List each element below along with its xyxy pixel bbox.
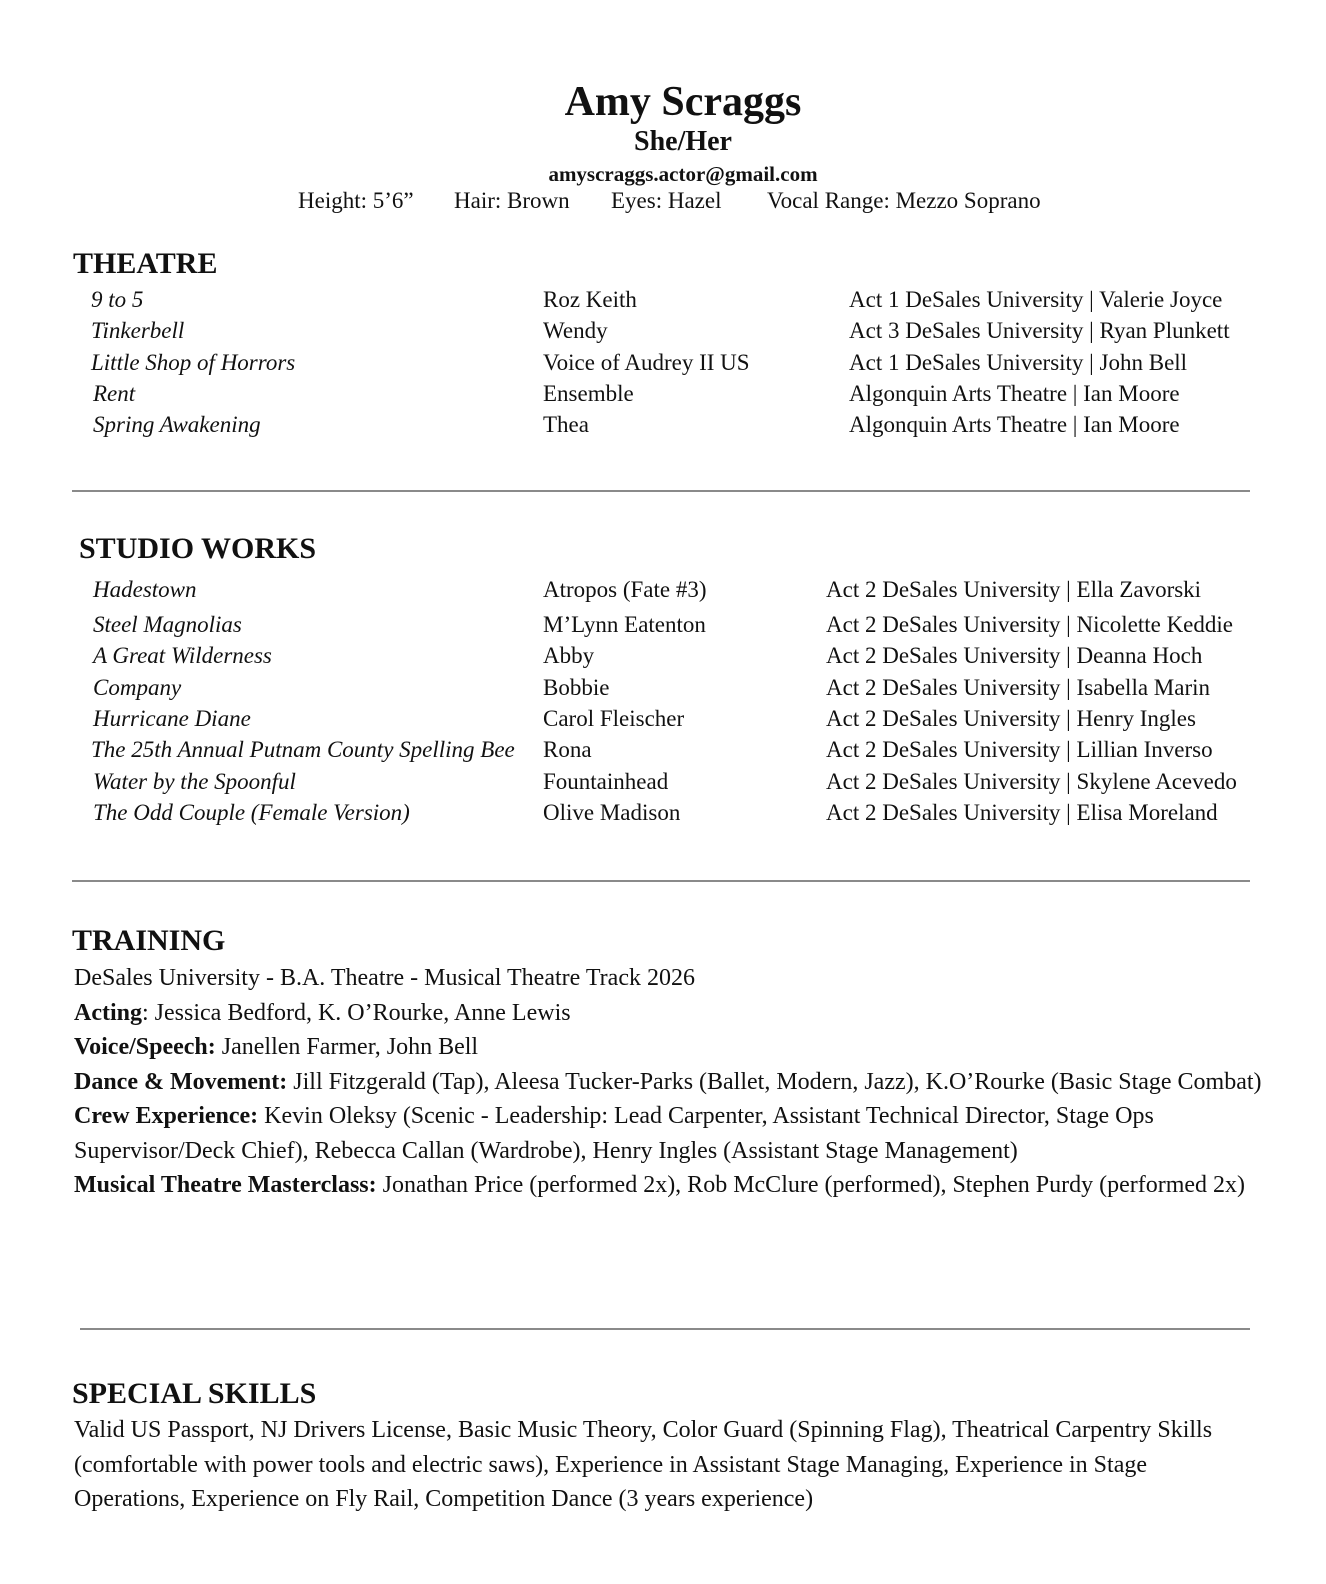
credit-role: Carol Fleischer (543, 706, 685, 731)
training-acting: Acting: Jessica Bedford, K. O’Rourke, Anne Lewis (74, 999, 571, 1026)
credit-title: Hurricane Diane (93, 706, 251, 731)
training-voice-speech (74, 1030, 1264, 1065)
credit-company: Act 2 DeSales University | Lillian Inverso (826, 737, 1213, 762)
training-degree: DeSales University - B.A. Theatre - Musical Theatre Track 2026 (74, 965, 695, 991)
section-divider (72, 880, 1250, 882)
credit-title: Hadestown (93, 577, 197, 602)
section-heading-theatre: THEATRE (73, 247, 218, 280)
credit-role: Voice of Audrey II US (543, 350, 750, 375)
stat-eyes: Eyes: Hazel (611, 188, 722, 213)
training-block (74, 961, 1264, 1203)
email: amyscraggs.actor@gmail.com (548, 162, 818, 186)
credit-company: Act 2 DeSales University | Elisa Moreland (826, 800, 1218, 825)
training-masterclass (74, 1168, 1264, 1203)
section-heading-special-skills: SPECIAL SKILLS (72, 1377, 317, 1410)
credit-title: Tinkerbell (91, 318, 185, 343)
training-label: Crew Experience: (74, 1103, 259, 1129)
section-heading-training: TRAINING (72, 924, 226, 957)
training-label: Acting (74, 999, 142, 1026)
credit-company: Act 2 DeSales University | Ella Zavorski (826, 577, 1202, 602)
credit-role: Roz Keith (543, 287, 637, 312)
stat-hair: Hair: Brown (454, 188, 570, 213)
credit-role: Thea (543, 412, 589, 437)
credit-company: Act 2 DeSales University | Deanna Hoch (826, 643, 1203, 668)
credit-title: The Odd Couple (Female Version) (93, 800, 410, 825)
credit-role: Abby (543, 643, 595, 668)
training-instructors: Jill Fitzgerald (Tap), Aleesa Tucker-Parks (Ballet, Modern, Jazz), K.O’Rourke (Basic Stage Combat) (293, 1068, 1262, 1095)
credit-title: Little Shop of Horrors (91, 350, 296, 375)
credit-title: Water by the Spoonful (93, 769, 296, 794)
training-dance-movement (74, 1065, 1264, 1100)
credit-company: Act 3 DeSales University | Ryan Plunkett (849, 318, 1230, 343)
training-crew-experience (74, 1099, 1264, 1168)
credit-company: Algonquin Arts Theatre | Ian Moore (849, 412, 1180, 437)
resume-name: Amy Scraggs (564, 79, 802, 125)
credit-title: Company (93, 675, 182, 700)
credit-role: Wendy (543, 318, 608, 343)
credit-role: Ensemble (543, 381, 634, 406)
training-label: Voice/Speech: (74, 1034, 216, 1060)
credit-role: Olive Madison (543, 800, 681, 825)
credit-title: Rent (93, 381, 136, 406)
credit-role: Atropos (Fate #3) (543, 577, 707, 602)
credit-company: Act 2 DeSales University | Nicolette Keddie (826, 612, 1233, 637)
training-instructors: Jonathan Price (performed 2x), Rob McClure (performed), Stephen Purdy (performed 2x) (382, 1172, 1246, 1198)
credit-role: Bobbie (543, 675, 610, 700)
credit-title: The 25th Annual Putnam County Spelling Bee (91, 737, 515, 762)
credit-company: Act 2 DeSales University | Henry Ingles (826, 706, 1196, 731)
credit-role: Rona (543, 737, 592, 762)
training-instructors: Kevin Oleksy (Scenic - Leadership: Lead Carpenter, Assistant Technical Director, Stage Ops Supervisor/Deck Chief), Rebecca Callan (Wardrobe), Henry Ingles (Assistant Stage Management) (74, 1103, 1154, 1164)
section-divider (80, 1328, 1250, 1330)
pronouns: She/Her (634, 126, 732, 157)
credit-title: Spring Awakening (93, 412, 261, 437)
credit-title: Steel Magnolias (93, 612, 242, 637)
credit-company: Act 1 DeSales University | John Bell (849, 350, 1188, 375)
credit-role: M’Lynn Eatenton (543, 612, 706, 637)
special-skills-text: Valid US Passport, NJ Drivers License, Basic Music Theory, Color Guard (Spinning Flag), Theatrical Carpentry Skills (comfortable with power tools and electric saws), Experience in Assistant Stage Managing, Experience in Stage Operations, Experience on Fly Rail, Competition Dance (3 years experience) (74, 1417, 1213, 1512)
training-instructors: Janellen Farmer, John Bell (221, 1034, 479, 1060)
training-instructors: Jessica Bedford, K. O’Rourke, Anne Lewis (154, 999, 571, 1026)
section-divider (72, 490, 1250, 492)
training-label: Musical Theatre Masterclass: (74, 1172, 377, 1198)
credit-company: Algonquin Arts Theatre | Ian Moore (849, 381, 1180, 406)
credit-title: A Great Wilderness (93, 643, 272, 668)
credit-title: 9 to 5 (91, 287, 144, 312)
stat-height: Height: 5’6” (298, 188, 414, 213)
section-heading-studio-works: STUDIO WORKS (79, 532, 317, 565)
stat-vocal-range: Vocal Range: Mezzo Soprano (767, 188, 1041, 213)
credit-role: Fountainhead (543, 769, 669, 794)
training-label: Dance & Movement: (74, 1068, 288, 1095)
credit-company: Act 2 DeSales University | Skylene Acevedo (826, 769, 1237, 794)
credit-company: Act 2 DeSales University | Isabella Marin (826, 675, 1211, 700)
credit-company: Act 1 DeSales University | Valerie Joyce (849, 287, 1223, 312)
